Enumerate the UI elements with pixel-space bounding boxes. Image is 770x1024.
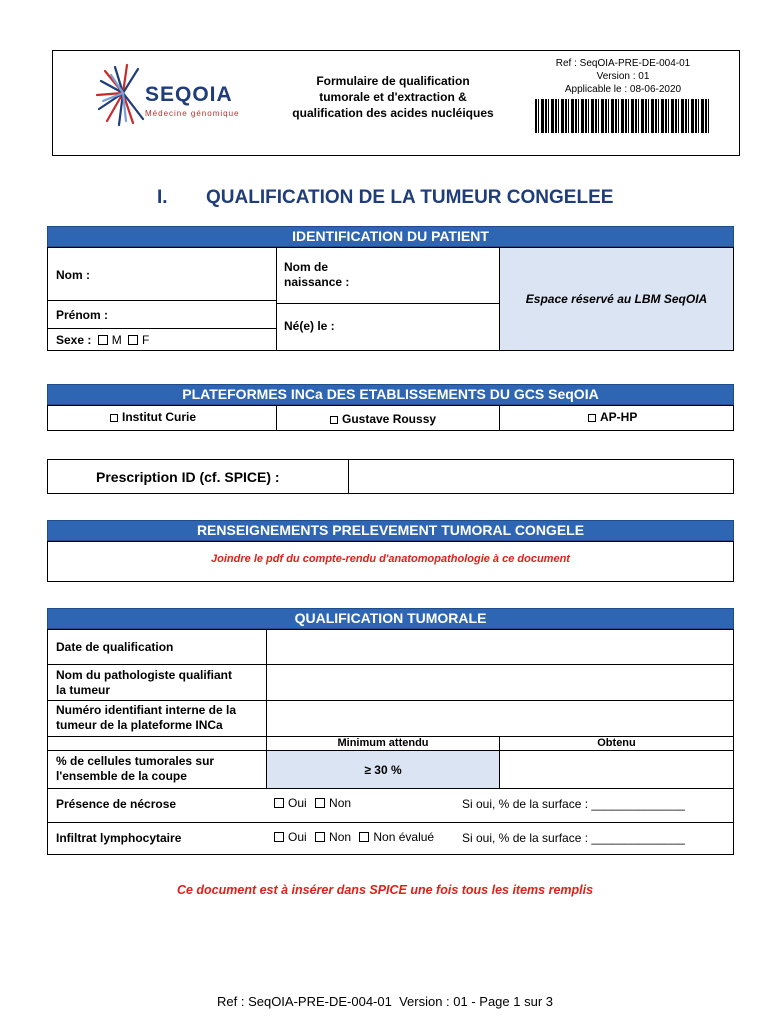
infiltrat-surface[interactable]: Si oui, % de la surface : ______________ [462, 831, 685, 845]
infiltrat-ne-checkbox[interactable] [359, 832, 369, 842]
prenom-label: Prénom : [56, 308, 109, 322]
prescription-box [47, 459, 734, 494]
option-roussy[interactable]: Gustave Roussy [330, 412, 436, 426]
patho-label: Nom du pathologiste qualifiant la tumeur [56, 668, 232, 697]
curie-checkbox[interactable] [110, 414, 118, 422]
plateformes-table [47, 405, 734, 431]
section-title: QUALIFICATION DE LA TUMEUR CONGELEE [206, 187, 614, 208]
document-header [52, 50, 740, 156]
patho-input[interactable] [267, 665, 733, 700]
prescription-input[interactable] [349, 460, 733, 493]
reserved-label: Espace réservé au LBM SeqOIA [525, 292, 708, 306]
obtenu-header: Obtenu [597, 737, 636, 749]
nom-naissance-label: Nom de naissance : [284, 260, 350, 289]
barcode [535, 99, 710, 133]
infiltrat-oui-checkbox[interactable] [274, 832, 284, 842]
necrose-label: Présence de nécrose [56, 797, 177, 811]
logo-text: SEQOIA [145, 83, 233, 106]
necrose-oui-checkbox[interactable] [274, 798, 284, 808]
doc-version: Version : 01 [596, 71, 650, 82]
numero-input[interactable] [267, 701, 733, 736]
necrose-non-checkbox[interactable] [315, 798, 325, 808]
footer-note: Ce document est à insérer dans SPICE une fois tous les items remplis [176, 883, 594, 897]
patient-header: IDENTIFICATION DU PATIENT [47, 226, 734, 247]
prescription-label: Prescription ID (cf. SPICE) : [96, 469, 280, 485]
plateformes-header: PLATEFORMES INCa DES ETABLISSEMENTS DU GCS SeqOIA [47, 384, 734, 405]
section-number: I. [157, 187, 168, 208]
logo-subtitle: Médecine génomique [145, 109, 240, 118]
cellules-min: ≥ 30 % [364, 763, 402, 777]
qualification-table [47, 629, 734, 855]
infiltrat-label: Infiltrat lymphocytaire [56, 831, 182, 845]
renseignements-header: RENSEIGNEMENTS PRELEVEMENT TUMORAL CONGELE [47, 520, 734, 541]
date-input[interactable] [267, 630, 733, 664]
sexe-row: Sexe : M F [56, 333, 150, 347]
roussy-checkbox[interactable] [330, 416, 338, 424]
patient-table [47, 247, 734, 351]
sexe-f-checkbox[interactable] [128, 335, 138, 345]
min-header: Minimum attendu [337, 737, 429, 749]
form-title: Formulaire de qualification tumorale et d'extraction & qualification des acides nucléiques [292, 74, 494, 120]
doc-applicable: Applicable le : 08-06-2020 [564, 84, 682, 95]
seqoia-logo [93, 61, 253, 131]
date-label: Date de qualification [56, 640, 174, 654]
numero-label: Numéro identifiant interne de la tumeur de la plateforme INCa [56, 703, 237, 732]
aphp-checkbox[interactable] [588, 414, 596, 422]
nee-label: Né(e) le : [284, 319, 335, 333]
necrose-options: Oui Non [274, 796, 351, 810]
cellules-label: % de cellules tumorales sur l'ensemble de la coupe [56, 754, 215, 783]
doc-ref-info [523, 57, 723, 96]
sexe-m-checkbox[interactable] [98, 335, 108, 345]
renseignements-note: Joindre le pdf du compte-rendu d'anatomopathologie à ce document [211, 553, 570, 565]
infiltrat-non-checkbox[interactable] [315, 832, 325, 842]
cellules-obtenu-input[interactable] [500, 751, 733, 788]
nom-label: Nom : [56, 268, 90, 282]
qualification-header: QUALIFICATION TUMORALE [47, 608, 734, 629]
page-footer: Ref : SeqOIA-PRE-DE-004-01 Version : 01 - Page 1 sur 3 [217, 994, 553, 1009]
doc-ref: Ref : SeqOIA-PRE-DE-004-01 [555, 58, 691, 69]
necrose-surface[interactable]: Si oui, % de la surface : ______________ [462, 797, 685, 811]
infiltrat-options: Oui Non Non évalué [274, 830, 434, 844]
renseignements-box [47, 541, 734, 582]
option-curie[interactable]: Institut Curie [110, 410, 196, 424]
option-aphp[interactable]: AP-HP [588, 410, 637, 424]
